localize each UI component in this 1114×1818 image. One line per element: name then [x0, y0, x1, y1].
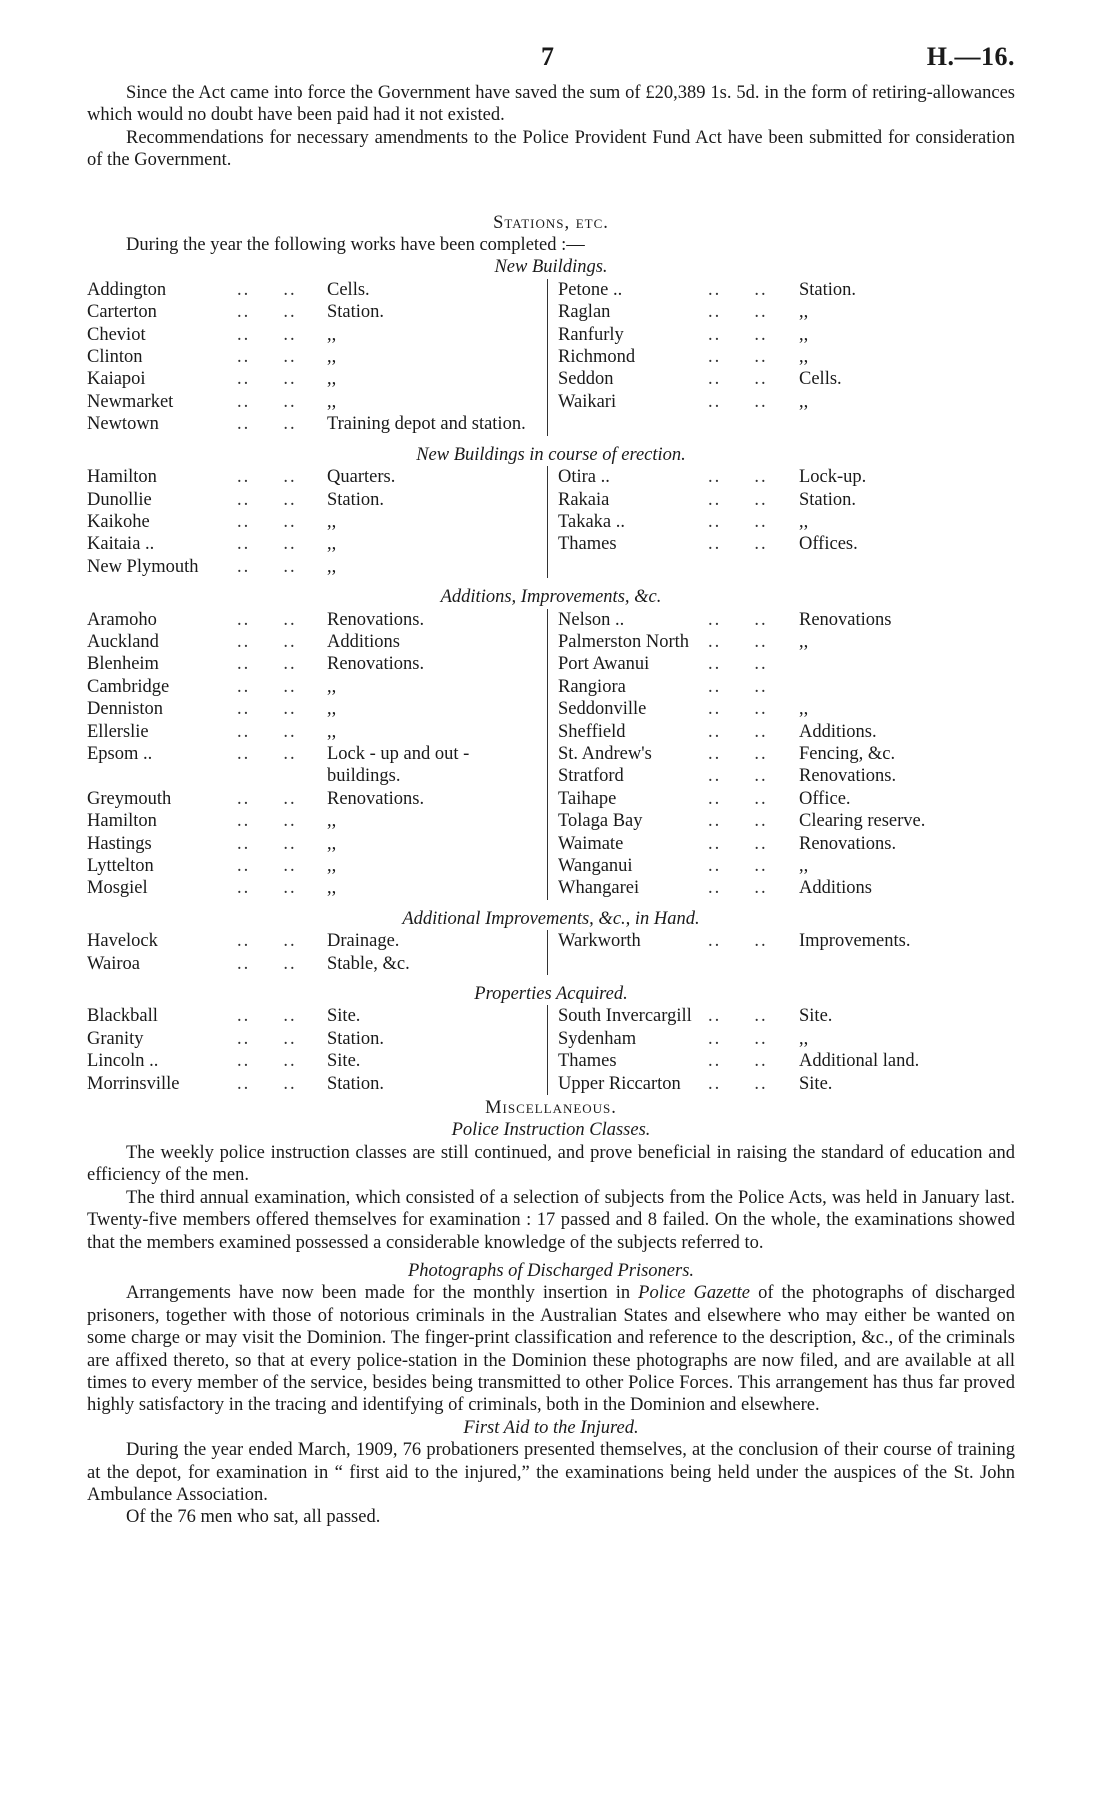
works-row — [87, 810, 547, 832]
works-row — [548, 609, 988, 631]
photographs-title: Photographs of Discharged Prisoners. — [407, 1260, 695, 1281]
works-place: Havelock — [87, 931, 158, 952]
leader-dots: .. .. — [237, 534, 297, 555]
works-place: Tolaga Bay — [558, 811, 643, 832]
leader-dots: .. .. — [237, 788, 297, 809]
works-row — [87, 1073, 547, 1095]
works-row — [87, 953, 547, 975]
works-place: Greymouth — [87, 788, 172, 809]
works-place: Stratford — [558, 766, 624, 787]
works-description: Office. — [799, 788, 851, 809]
leader-dots: .. .. — [237, 369, 297, 390]
leader-dots: .. .. — [237, 676, 297, 697]
works-description: Site. — [799, 1073, 833, 1094]
works-place: Ranfurly — [558, 324, 624, 345]
works-row — [87, 743, 547, 788]
leader-dots: .. .. — [708, 369, 768, 390]
works-group-table — [87, 279, 987, 436]
works-row — [87, 1005, 547, 1027]
leader-dots: .. .. — [237, 856, 297, 876]
works-description: ,, — [327, 699, 337, 720]
works-column-right — [547, 609, 988, 900]
leader-dots: .. .. — [237, 1051, 297, 1072]
leader-dots: .. .. — [708, 467, 768, 488]
works-list — [87, 256, 1015, 1095]
police-gazette-title: Police Gazette — [638, 1283, 750, 1304]
works-row — [87, 391, 547, 413]
leader-dots: .. .. — [708, 856, 768, 876]
first-aid-title: First Aid to the Injured. — [463, 1417, 639, 1438]
instruction-paragraph-1: The weekly police instruction classes are still continued, and prove beneficial in raising the standard of education and efficiency of the men. — [87, 1142, 1015, 1186]
works-row — [548, 810, 988, 832]
works-place: Cheviot — [87, 324, 146, 345]
first-aid-paragraph-2: Of the 76 men who sat, all passed. — [126, 1507, 381, 1528]
works-group-table — [87, 609, 987, 900]
works-row — [548, 833, 988, 855]
leader-dots: .. .. — [708, 391, 768, 412]
works-column-left — [87, 1005, 547, 1095]
works-description: Renovations. — [327, 654, 425, 675]
leader-dots: .. .. — [708, 878, 768, 899]
works-row — [87, 533, 547, 555]
instruction-title: Police Instruction Classes. — [451, 1120, 651, 1141]
works-place: Waikari — [558, 391, 617, 412]
works-place: Addington — [87, 279, 167, 300]
works-place: Epsom .. — [87, 743, 153, 764]
works-description: Quarters. — [327, 467, 396, 488]
works-row — [548, 489, 988, 511]
leader-dots: .. .. — [708, 1051, 768, 1072]
works-description: Site. — [799, 1006, 833, 1027]
leader-dots: .. .. — [237, 609, 297, 630]
works-group-table — [87, 466, 987, 578]
leader-dots: .. .. — [708, 511, 768, 532]
works-row — [87, 676, 547, 698]
works-description: Renovations. — [327, 609, 425, 630]
works-row — [87, 788, 547, 810]
works-place: Whangarei — [558, 878, 640, 899]
works-description: ,, — [799, 1028, 809, 1049]
works-group-title: New Buildings. — [494, 257, 608, 278]
works-row — [87, 346, 547, 368]
works-description: Station. — [799, 279, 857, 300]
works-column-right — [547, 279, 988, 436]
works-place: Port Awanui — [558, 654, 650, 675]
leader-dots: .. .. — [237, 1073, 297, 1094]
works-description — [793, 676, 988, 698]
works-row — [87, 301, 547, 323]
leader-dots: .. .. — [708, 743, 768, 764]
works-description: ,, — [799, 511, 809, 532]
works-group-title: Additions, Improvements, &c. — [440, 587, 662, 608]
works-row — [548, 930, 988, 952]
leader-dots: .. .. — [708, 654, 768, 675]
works-description: Renovations. — [799, 766, 897, 787]
works-group-table — [87, 1005, 987, 1095]
works-row — [87, 466, 547, 488]
works-place: New Plymouth — [87, 556, 199, 577]
works-row — [548, 391, 988, 413]
works-row — [87, 489, 547, 511]
works-description: Renovations. — [799, 833, 897, 854]
works-row — [548, 877, 988, 899]
works-row — [87, 1028, 547, 1050]
leader-dots: .. .. — [708, 347, 768, 368]
works-description: Station. — [327, 302, 385, 323]
intro-paragraph-2: Recommendations for necessary amendments to the Police Provident Fund Act have been submitted for consideration of the Government. — [87, 127, 1015, 171]
leader-dots: .. .. — [237, 556, 297, 577]
leader-dots: .. .. — [708, 302, 768, 323]
page-number: 7 — [541, 42, 554, 71]
leader-dots: .. .. — [237, 511, 297, 532]
leader-dots: .. .. — [708, 676, 768, 697]
works-place: Kaitaia .. — [87, 534, 155, 555]
works-row — [548, 743, 988, 765]
works-description: Additions — [327, 631, 400, 652]
works-place: Ellerslie — [87, 721, 149, 742]
works-description: Improvements. — [799, 931, 911, 952]
works-place: South Invercargill — [558, 1006, 692, 1027]
leader-dots: .. .. — [237, 414, 297, 435]
leader-dots: .. .. — [237, 467, 297, 488]
works-place: Nelson .. — [558, 609, 625, 630]
document-page — [87, 40, 1015, 1529]
leader-dots: .. .. — [237, 878, 297, 899]
works-column-right — [547, 1005, 988, 1095]
works-description: ,, — [799, 347, 809, 368]
works-description: Cells. — [799, 369, 842, 390]
works-row — [548, 631, 988, 653]
works-description: ,, — [327, 676, 337, 697]
stations-title: Stations, etc. — [493, 212, 609, 233]
works-column-left — [87, 279, 547, 436]
works-place: Morrinsville — [87, 1073, 180, 1094]
works-column-left — [87, 466, 547, 578]
works-description: ,, — [327, 878, 337, 899]
works-place: Hamilton — [87, 467, 157, 488]
works-row — [87, 833, 547, 855]
works-description: Station. — [327, 1073, 385, 1094]
works-description: ,, — [327, 856, 337, 876]
works-description: Fencing, &c. — [799, 743, 896, 764]
leader-dots: .. .. — [237, 489, 297, 510]
works-place: Thames — [558, 1051, 617, 1072]
works-place: St. Andrew's — [558, 743, 652, 764]
works-place: Mosgiel — [87, 878, 148, 899]
works-description: Cells. — [327, 279, 370, 300]
leader-dots: .. .. — [708, 279, 768, 300]
leader-dots: .. .. — [237, 931, 297, 952]
leader-dots: .. .. — [708, 1028, 768, 1049]
works-description: ,, — [327, 369, 337, 390]
works-place: Lincoln .. — [87, 1051, 159, 1072]
works-place: Waimate — [558, 833, 624, 854]
works-row — [548, 1028, 988, 1050]
works-description: Drainage. — [327, 931, 400, 952]
works-description: ,, — [799, 699, 809, 720]
works-row — [548, 653, 988, 675]
works-place: Thames — [558, 534, 617, 555]
works-description: Clearing reserve. — [799, 811, 926, 832]
works-description: ,, — [327, 511, 337, 532]
works-description: Additional land. — [799, 1051, 920, 1072]
works-place: Wanganui — [558, 856, 633, 876]
works-row — [548, 676, 988, 698]
works-row — [548, 324, 988, 346]
leader-dots: .. .. — [708, 1073, 768, 1094]
works-row — [548, 511, 988, 533]
works-row — [87, 413, 547, 435]
works-place: Granity — [87, 1028, 144, 1049]
first-aid-paragraph-1: During the year ended March, 1909, 76 probationers presented themselves, at the conclusion of their course of training at the depot, for examination in “ first aid to the injured,” the examinations being held under the auspices of the St. John Ambulance Association. — [87, 1440, 1015, 1505]
works-description: Additions. — [799, 721, 877, 742]
works-description: Site. — [327, 1051, 361, 1072]
leader-dots: .. .. — [237, 279, 297, 300]
works-description: ,, — [799, 324, 809, 345]
works-description: Additions — [799, 878, 872, 899]
works-group-title: Properties Acquired. — [474, 984, 628, 1005]
works-row — [87, 930, 547, 952]
leader-dots: .. .. — [237, 811, 297, 832]
works-row — [87, 631, 547, 653]
works-row — [87, 324, 547, 346]
leader-dots: .. .. — [237, 654, 297, 675]
photographs-paragraph — [87, 1282, 1015, 1416]
works-place: Takaka .. — [558, 511, 626, 532]
leader-dots: .. .. — [708, 931, 768, 952]
leader-dots: .. .. — [237, 833, 297, 854]
leader-dots: .. .. — [237, 699, 297, 720]
works-row — [87, 279, 547, 301]
works-place: Auckland — [87, 631, 159, 652]
works-place: Otira .. — [558, 467, 610, 488]
works-place: Petone .. — [558, 279, 623, 300]
works-description: Training depot and station. — [327, 414, 526, 435]
works-place: Rangiora — [558, 676, 626, 697]
works-description: ,, — [799, 631, 809, 652]
works-description: ,, — [327, 391, 337, 412]
works-description: Renovations — [799, 609, 892, 630]
works-row — [87, 511, 547, 533]
works-place: Newtown — [87, 414, 159, 435]
works-place: Seddon — [558, 369, 614, 390]
leader-dots: .. .. — [708, 833, 768, 854]
leader-dots: .. .. — [708, 766, 768, 787]
works-group-title: Additional Improvements, &c., in Hand. — [402, 908, 700, 929]
works-row — [548, 466, 988, 488]
document-code: H.—16. — [926, 42, 1015, 71]
works-place: Seddonville — [558, 699, 647, 720]
works-description: Station. — [799, 489, 857, 510]
photographs-text-after: of the photographs of discharged prisoners, together with those of notorious criminals in the Australian States and elsewhere who may either be wanted on some charge or may visit the Dominion. The finger-print classification and reference to the description, &c., of the criminals are affixed thereto, so that at every police-station in the Dominion these photographs are now filed, and are available at all times to every member of the service, besides being transmitted to other Police Forces. This arrangement has thus far proved highly satisfactory in the tracing and identifying of criminals, both in the Dominion and elsewhere. — [87, 1283, 1015, 1416]
leader-dots: .. .. — [237, 631, 297, 652]
works-place: Blackball — [87, 1006, 158, 1027]
leader-dots: .. .. — [708, 324, 768, 345]
leader-dots: .. .. — [708, 609, 768, 630]
works-row — [548, 855, 988, 877]
works-place: Sydenham — [558, 1028, 637, 1049]
works-place: Hastings — [87, 833, 152, 854]
works-place: Kaiapoi — [87, 369, 146, 390]
works-description: Site. — [327, 1006, 361, 1027]
works-description: Station. — [327, 489, 385, 510]
works-row — [548, 788, 988, 810]
works-row — [87, 653, 547, 675]
works-description: ,, — [327, 534, 337, 555]
works-description: ,, — [327, 811, 337, 832]
works-place: Carterton — [87, 302, 157, 323]
works-row — [548, 1050, 988, 1072]
works-row — [87, 877, 547, 899]
leader-dots: .. .. — [237, 1006, 297, 1027]
works-place: Clinton — [87, 347, 143, 368]
leader-dots: .. .. — [708, 788, 768, 809]
works-row — [87, 698, 547, 720]
page-header — [87, 40, 1015, 80]
instruction-paragraph-2: The third annual examination, which consisted of a selection of subjects from the Police Acts, was held in January last. Twenty-five members offered themselves for examination : 17 passed and 8 failed. On the whole, the examinations showed that the members examined possessed a considerable knowledge of the subjects referred to. — [87, 1187, 1015, 1253]
works-column-left — [87, 930, 547, 975]
works-place: Aramoho — [87, 609, 157, 630]
works-place: Wairoa — [87, 953, 140, 974]
works-row — [87, 609, 547, 631]
leader-dots: .. .. — [237, 391, 297, 412]
works-place: Raglan — [558, 302, 611, 323]
works-column-left — [87, 609, 547, 900]
stations-lead: During the year the following works have been completed :— — [126, 235, 585, 256]
works-place: Sheffield — [558, 721, 626, 742]
leader-dots: .. .. — [708, 721, 768, 742]
works-row — [548, 279, 988, 301]
leader-dots: .. .. — [237, 1028, 297, 1049]
works-description: ,, — [327, 324, 337, 345]
works-description: ,, — [799, 302, 809, 323]
works-row — [548, 346, 988, 368]
works-group-table — [87, 930, 987, 975]
works-description: Stable, &c. — [327, 953, 410, 974]
works-description: ,, — [327, 721, 337, 742]
works-column-right — [547, 930, 988, 975]
leader-dots: .. .. — [237, 743, 297, 764]
works-row — [87, 855, 547, 877]
works-place: Cambridge — [87, 676, 170, 697]
works-place: Hamilton — [87, 811, 157, 832]
works-row — [548, 368, 988, 390]
works-description: Offices. — [799, 534, 858, 555]
works-row — [548, 533, 988, 555]
works-place: Taihape — [558, 788, 617, 809]
works-group-title: New Buildings in course of erection. — [416, 444, 686, 465]
works-place: Blenheim — [87, 654, 159, 675]
works-place: Warkworth — [558, 931, 641, 952]
misc-title: Miscellaneous. — [485, 1098, 617, 1119]
works-place: Newmarket — [87, 391, 174, 412]
works-description: Renovations. — [327, 788, 425, 809]
works-place: Dunollie — [87, 489, 152, 510]
works-description: Lock-up. — [799, 467, 867, 488]
works-row — [548, 765, 988, 787]
works-row — [548, 698, 988, 720]
leader-dots: .. .. — [708, 534, 768, 555]
works-place: Palmerston North — [558, 631, 690, 652]
leader-dots: .. .. — [708, 811, 768, 832]
works-description: ,, — [327, 833, 337, 854]
works-description: Station. — [327, 1028, 385, 1049]
works-description: ,, — [327, 556, 337, 577]
leader-dots: .. .. — [237, 302, 297, 323]
works-place: Upper Riccarton — [558, 1073, 681, 1094]
works-description: ,, — [799, 856, 809, 876]
leader-dots: .. .. — [708, 489, 768, 510]
works-row — [548, 301, 988, 323]
intro-paragraph-1: Since the Act came into force the Government have saved the sum of £20,389 1s. 5d. in the form of retiring-allowances which would no doubt have been paid had it not existed. — [87, 83, 1015, 126]
works-row — [87, 1050, 547, 1072]
works-place: Rakaia — [558, 489, 610, 510]
works-row — [548, 721, 988, 743]
photographs-text-before: Arrangements have now been made for the monthly insertion in — [126, 1283, 639, 1304]
works-place: Kaikohe — [87, 511, 150, 532]
works-row — [87, 556, 547, 578]
leader-dots: .. .. — [708, 1006, 768, 1027]
leader-dots: .. .. — [708, 631, 768, 652]
works-row — [548, 1005, 988, 1027]
works-description: Lock - up and out - buildings. — [327, 743, 470, 787]
works-row — [87, 721, 547, 743]
works-place: Richmond — [558, 347, 636, 368]
leader-dots: .. .. — [237, 721, 297, 742]
works-description — [793, 653, 988, 675]
leader-dots: .. .. — [237, 953, 297, 974]
works-place: Lyttelton — [87, 856, 154, 876]
works-place: Denniston — [87, 699, 164, 720]
leader-dots: .. .. — [237, 324, 297, 345]
works-description: ,, — [799, 391, 809, 412]
leader-dots: .. .. — [237, 347, 297, 368]
works-description: ,, — [327, 347, 337, 368]
works-row — [87, 368, 547, 390]
works-column-right — [547, 466, 988, 578]
leader-dots: .. .. — [708, 699, 768, 720]
works-row — [548, 1073, 988, 1095]
